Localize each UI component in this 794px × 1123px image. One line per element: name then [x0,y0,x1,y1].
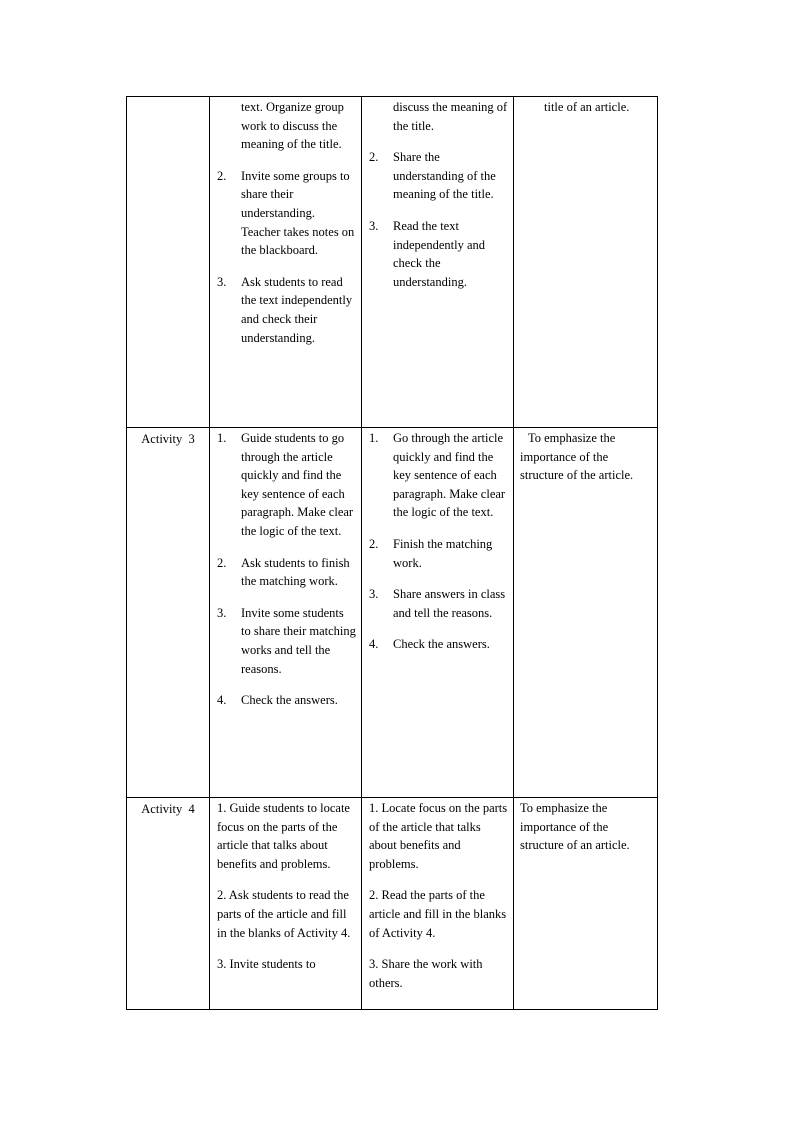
item-number: 4. [369,637,379,652]
student-activity-cell [362,97,514,428]
list-item [369,148,508,204]
table-row [127,428,658,798]
item-number: 4. [217,693,227,708]
item-text: Go through the article quickly and find the key sentence of each paragraph. Make clear the logic of the text. [393,431,506,520]
list-item [369,217,508,291]
item-text: Check the answers. [393,637,490,652]
item-number: 3. [369,587,379,602]
item-text: Share answers in class and tell the reasons. [393,587,506,620]
step-paragraph: 3. Invite students to [217,957,316,972]
item-number: 1. [369,431,379,445]
list-item [217,554,356,591]
purpose-text: title of an article. [544,100,630,114]
table-row [127,798,658,1010]
student-activity-cell [362,428,514,798]
item-text: Read the text independently and check the understanding. [393,218,485,289]
item-text: Ask students to read the text independently and check their understanding. [241,274,353,345]
item-number: 2. [217,555,227,570]
item-number: 2. [217,168,227,183]
item-text: Finish the matching work. [393,536,493,570]
item-text: Guide students to go through the article quickly and find the key sentence of each paragraph. Make clear the logic of the text. [241,431,354,538]
activity-label: Activity 3 [141,432,195,446]
step-paragraph: 2. Read the parts of the article and fill in the blanks of Activity 4. [369,888,507,940]
step-paragraph: 1. Guide students to locate focus on the parts of the article that talks about benefits and problems. [217,801,350,871]
item-text: Share the understanding of the meaning of the title. [393,150,496,202]
item-text: text. Organize group work to discuss the meaning of the title. [241,100,344,152]
list-item [369,535,508,572]
list-item [217,273,356,347]
step-paragraph: 1. Locate focus on the parts of the article that talks about benefits and problems. [369,801,508,871]
activity-label-cell [127,428,210,798]
teacher-activity-cell [210,97,362,428]
item-number: 2. [369,536,379,551]
item-text: discuss the meaning of the title. [393,100,508,133]
item-number: 1. [217,431,227,445]
item-text: Invite some students to share their matching works and tell the reasons. [241,605,356,676]
list-item [369,98,508,135]
list-item [369,585,508,622]
item-number [217,98,241,154]
activity-label-cell [127,97,210,428]
list-item [217,167,356,260]
table-row [127,97,658,428]
list-item [217,429,356,541]
step-paragraph: 3. Share the work with others. [369,957,483,990]
item-text: Invite some groups to share their understanding. Teacher takes notes on the blackboard. [241,168,355,258]
item-text: Ask students to finish the matching work. [241,555,350,589]
list-item [217,691,356,710]
purpose-cell [514,97,658,428]
item-number: 2. [369,150,379,165]
step-paragraph: 2. Ask students to read the parts of the article and fill in the blanks of Activity 4. [217,888,351,940]
item-number [369,98,393,135]
teacher-activity-cell [210,798,362,1010]
item-number: 3. [217,605,227,620]
item-text: Check the answers. [241,693,338,708]
purpose-cell [514,428,658,798]
list-item [217,604,356,678]
list-item [369,429,508,522]
lesson-plan-table [126,96,658,1010]
list-item [217,98,356,154]
purpose-text: To emphasize the importance of the structure of an article. [520,801,630,853]
activity-label-cell [127,798,210,1010]
teacher-activity-cell [210,428,362,798]
item-number: 3. [369,218,379,233]
item-number: 3. [217,274,227,289]
activity-label: Activity 4 [141,802,195,816]
purpose-text: To emphasize the importance of the structure of the article. [520,431,634,483]
student-activity-cell [362,798,514,1010]
list-item [369,635,508,654]
purpose-cell [514,798,658,1010]
